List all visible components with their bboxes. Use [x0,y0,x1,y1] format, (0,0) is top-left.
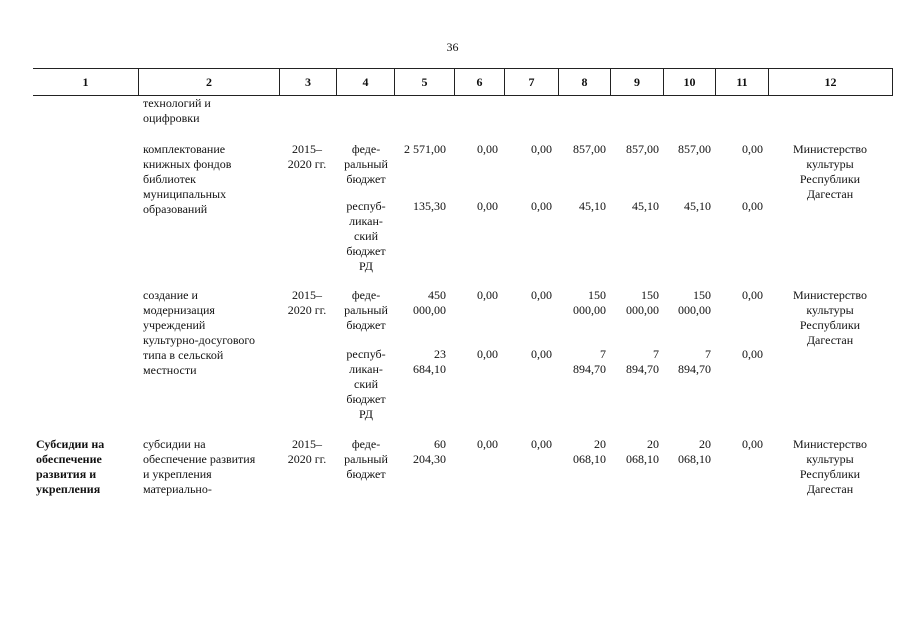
program-name: Субсидии на обеспечение развития и укрепления [36,437,105,496]
table-header-row [33,68,893,96]
header-col-4: 4 [336,69,394,95]
header-col-9: 9 [610,69,663,95]
period-cell: 2015– 2020 гг. [287,288,327,317]
value-col-8: 45,10 [579,199,606,213]
value-col-11: 0,00 [742,437,763,451]
value-col-9: 7 894,70 [626,347,659,376]
value-col-10: 150 000,00 [678,288,711,317]
header-col-11: 11 [715,69,768,95]
value-col-9: 45,10 [632,199,659,213]
total-cell: 135,30 [413,199,446,213]
continuation-text: технологий и оцифровки [143,96,211,125]
executor-cell: Министерство культуры Республики Дагестан [793,437,867,496]
value-col-6: 0,00 [477,347,498,361]
funding-source-cell: феде- ральный бюджет [344,437,388,481]
value-col-7: 0,00 [531,142,552,156]
activity-name: субсидии на обеспечение развития и укрепления материально- [143,437,256,496]
funding-source-cell: феде- ральный бюджет [344,288,388,332]
value-col-11: 0,00 [742,199,763,213]
value-col-7: 0,00 [531,437,552,451]
header-col-5: 5 [394,69,454,95]
value-col-6: 0,00 [477,288,498,302]
total-cell: 2 571,00 [404,142,446,156]
header-col-8: 8 [558,69,610,95]
value-col-6: 0,00 [477,437,498,451]
period-cell: 2015– 2020 гг. [287,437,327,466]
value-col-11: 0,00 [742,142,763,156]
period-cell: 2015– 2020 гг. [287,142,327,171]
value-col-9: 150 000,00 [626,288,659,317]
value-col-9: 857,00 [626,142,659,156]
total-cell: 60 204,30 [413,437,446,466]
activity-name: комплектование книжных фондов библиотек муниципальных образований [143,142,232,216]
executor-cell: Министерство культуры Республики Дагестан [793,288,867,347]
value-col-11: 0,00 [742,288,763,302]
header-col-12: 12 [768,69,893,95]
activity-name: создание и модернизация учреждений культурно-досугового типа в сельской местности [143,288,256,377]
header-col-3: 3 [279,69,336,95]
value-col-8: 20 068,10 [573,437,606,466]
header-col-6: 6 [454,69,504,95]
funding-source-cell: респуб- ликан- ский бюджет РД [346,347,386,421]
value-col-7: 0,00 [531,288,552,302]
value-col-11: 0,00 [742,347,763,361]
header-col-10: 10 [663,69,715,95]
value-col-6: 0,00 [477,142,498,156]
value-col-10: 7 894,70 [678,347,711,376]
value-col-10: 20 068,10 [678,437,711,466]
value-col-10: 45,10 [684,199,711,213]
value-col-8: 7 894,70 [573,347,606,376]
funding-source-cell: респуб- ликан- ский бюджет РД [346,199,386,273]
executor-cell: Министерство культуры Республики Дагестан [793,142,867,201]
total-cell: 450 000,00 [413,288,446,317]
header-col-2: 2 [138,69,279,95]
value-col-8: 150 000,00 [573,288,606,317]
page-number: 36 [446,40,459,54]
funding-source-cell: феде- ральный бюджет [344,142,388,186]
value-col-7: 0,00 [531,347,552,361]
value-col-6: 0,00 [477,199,498,213]
value-col-10: 857,00 [678,142,711,156]
value-col-8: 857,00 [573,142,606,156]
header-col-1: 1 [82,75,89,89]
total-cell: 23 684,10 [413,347,446,376]
value-col-7: 0,00 [531,199,552,213]
header-col-7: 7 [504,69,558,95]
value-col-9: 20 068,10 [626,437,659,466]
